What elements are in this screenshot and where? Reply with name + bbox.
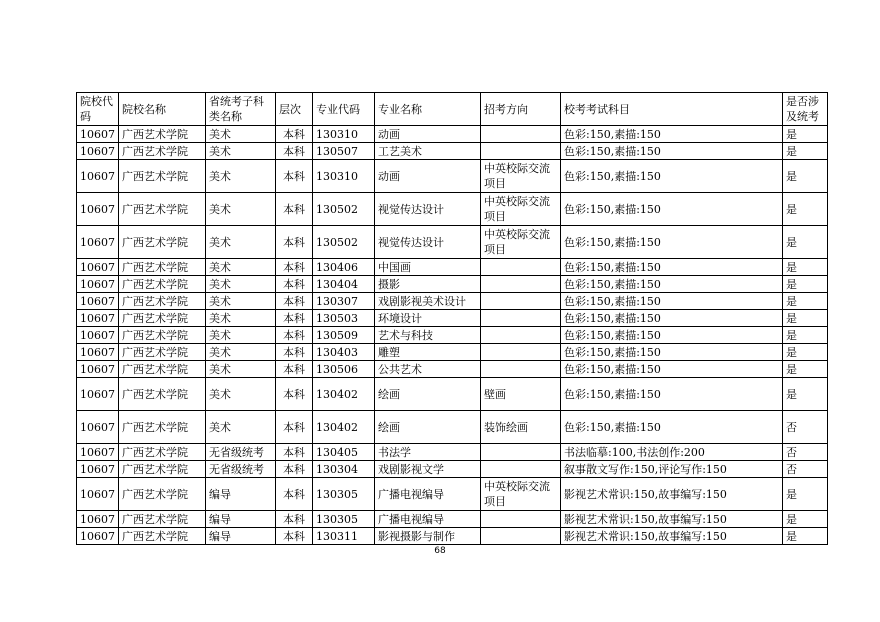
cell-major-code: 130310 [313, 126, 375, 143]
cell-major-name: 视觉传达设计 [375, 226, 481, 259]
cell-level: 本科 [276, 126, 313, 143]
table-row [77, 259, 828, 276]
cell-subject-category: 美术 [206, 226, 276, 259]
cell-major-code: 130305 [313, 511, 375, 528]
cell-level: 本科 [276, 511, 313, 528]
cell-major-name: 摄影 [375, 276, 481, 293]
cell-school-name: 广西艺术学院 [119, 361, 206, 378]
table-row [77, 310, 828, 327]
table-row [77, 528, 828, 545]
cell-level: 本科 [276, 361, 313, 378]
table-header-row [77, 93, 828, 126]
cell-major-code: 130311 [313, 528, 375, 545]
cell-school-code: 10607 [77, 310, 119, 327]
header-level: 层次 [276, 93, 313, 126]
cell-major-name: 戏剧影视文学 [375, 461, 481, 478]
cell-exam-subjects: 书法临摹:100,书法创作:200 [561, 444, 783, 461]
cell-subject-category: 无省级统考 [206, 461, 276, 478]
cell-exam-subjects: 叙事散文写作:150,评论写作:150 [561, 461, 783, 478]
cell-major-code: 130509 [313, 327, 375, 344]
cell-subject-category: 美术 [206, 378, 276, 411]
cell-exam-subjects: 影视艺术常识:150,故事编写:150 [561, 511, 783, 528]
cell-subject-category: 美术 [206, 126, 276, 143]
cell-major-code: 130310 [313, 160, 375, 193]
cell-major-name: 书法学 [375, 444, 481, 461]
cell-direction [481, 461, 561, 478]
cell-direction: 中英校际交流项目 [481, 193, 561, 226]
cell-subject-category: 美术 [206, 361, 276, 378]
cell-exam-subjects: 色彩:150,素描:150 [561, 276, 783, 293]
cell-subject-category: 美术 [206, 259, 276, 276]
cell-subject-category: 美术 [206, 327, 276, 344]
cell-direction [481, 528, 561, 545]
header-major-code: 专业代码 [313, 93, 375, 126]
cell-unified-exam: 是 [783, 310, 828, 327]
cell-exam-subjects: 色彩:150,素描:150 [561, 327, 783, 344]
cell-major-name: 工艺美术 [375, 143, 481, 160]
cell-school-code: 10607 [77, 293, 119, 310]
cell-major-name: 雕塑 [375, 344, 481, 361]
cell-major-code: 130403 [313, 344, 375, 361]
cell-major-code: 130507 [313, 143, 375, 160]
table-row [77, 193, 828, 226]
cell-major-code: 130503 [313, 310, 375, 327]
cell-subject-category: 美术 [206, 310, 276, 327]
cell-level: 本科 [276, 293, 313, 310]
cell-school-code: 10607 [77, 226, 119, 259]
cell-level: 本科 [276, 461, 313, 478]
header-exam-subjects: 校考考试科目 [561, 93, 783, 126]
cell-direction [481, 126, 561, 143]
cell-exam-subjects: 色彩:150,素描:150 [561, 259, 783, 276]
cell-major-code: 130406 [313, 259, 375, 276]
cell-subject-category: 编导 [206, 528, 276, 545]
cell-subject-category: 无省级统考 [206, 444, 276, 461]
cell-major-code: 130405 [313, 444, 375, 461]
cell-school-name: 广西艺术学院 [119, 293, 206, 310]
table-row [77, 511, 828, 528]
header-school-name: 院校名称 [119, 93, 206, 126]
cell-level: 本科 [276, 259, 313, 276]
cell-unified-exam: 是 [783, 478, 828, 511]
cell-exam-subjects: 影视艺术常识:150,故事编写:150 [561, 478, 783, 511]
cell-school-name: 广西艺术学院 [119, 444, 206, 461]
cell-unified-exam: 否 [783, 461, 828, 478]
cell-subject-category: 美术 [206, 143, 276, 160]
table-row [77, 293, 828, 310]
admissions-table [76, 92, 828, 545]
cell-direction [481, 361, 561, 378]
cell-unified-exam: 是 [783, 511, 828, 528]
table-body [77, 126, 828, 545]
cell-unified-exam: 否 [783, 444, 828, 461]
cell-major-code: 130506 [313, 361, 375, 378]
header-subject-category: 省统考子科类名称 [206, 93, 276, 126]
table-row [77, 327, 828, 344]
cell-level: 本科 [276, 444, 313, 461]
cell-direction [481, 444, 561, 461]
page-number: 68 [434, 546, 446, 556]
header-direction: 招考方向 [481, 93, 561, 126]
cell-unified-exam: 是 [783, 259, 828, 276]
cell-direction [481, 310, 561, 327]
cell-unified-exam: 是 [783, 276, 828, 293]
cell-school-name: 广西艺术学院 [119, 378, 206, 411]
cell-exam-subjects: 色彩:150,素描:150 [561, 344, 783, 361]
cell-level: 本科 [276, 478, 313, 511]
table-row [77, 411, 828, 444]
cell-school-code: 10607 [77, 511, 119, 528]
cell-level: 本科 [276, 226, 313, 259]
cell-major-name: 艺术与科技 [375, 327, 481, 344]
cell-unified-exam: 是 [783, 226, 828, 259]
cell-major-name: 公共艺术 [375, 361, 481, 378]
cell-level: 本科 [276, 378, 313, 411]
header-major-name: 专业名称 [375, 93, 481, 126]
cell-major-name: 影视摄影与制作 [375, 528, 481, 545]
cell-school-code: 10607 [77, 193, 119, 226]
table-row [77, 444, 828, 461]
cell-level: 本科 [276, 528, 313, 545]
cell-subject-category: 美术 [206, 193, 276, 226]
cell-subject-category: 编导 [206, 511, 276, 528]
table-row [77, 344, 828, 361]
cell-direction [481, 259, 561, 276]
cell-school-name: 广西艺术学院 [119, 461, 206, 478]
cell-school-code: 10607 [77, 327, 119, 344]
cell-major-name: 戏剧影视美术设计 [375, 293, 481, 310]
cell-unified-exam: 是 [783, 143, 828, 160]
cell-school-name: 广西艺术学院 [119, 327, 206, 344]
cell-exam-subjects: 色彩:150,素描:150 [561, 126, 783, 143]
cell-school-code: 10607 [77, 461, 119, 478]
table-row [77, 126, 828, 143]
cell-level: 本科 [276, 143, 313, 160]
cell-school-code: 10607 [77, 143, 119, 160]
cell-school-name: 广西艺术学院 [119, 310, 206, 327]
cell-level: 本科 [276, 327, 313, 344]
cell-exam-subjects: 色彩:150,素描:150 [561, 378, 783, 411]
cell-exam-subjects: 色彩:150,素描:150 [561, 293, 783, 310]
cell-school-name: 广西艺术学院 [119, 160, 206, 193]
cell-school-name: 广西艺术学院 [119, 528, 206, 545]
cell-unified-exam: 是 [783, 344, 828, 361]
cell-school-name: 广西艺术学院 [119, 478, 206, 511]
cell-major-code: 130404 [313, 276, 375, 293]
cell-level: 本科 [276, 276, 313, 293]
cell-major-code: 130304 [313, 461, 375, 478]
header-unified-exam: 是否涉及统考 [783, 93, 828, 126]
cell-school-code: 10607 [77, 160, 119, 193]
cell-major-name: 绘画 [375, 411, 481, 444]
cell-school-name: 广西艺术学院 [119, 344, 206, 361]
cell-subject-category: 编导 [206, 478, 276, 511]
cell-unified-exam: 是 [783, 193, 828, 226]
cell-school-code: 10607 [77, 361, 119, 378]
cell-direction: 中英校际交流项目 [481, 478, 561, 511]
cell-unified-exam: 否 [783, 411, 828, 444]
cell-unified-exam: 是 [783, 293, 828, 310]
cell-unified-exam: 是 [783, 528, 828, 545]
cell-major-name: 广播电视编导 [375, 478, 481, 511]
cell-unified-exam: 是 [783, 160, 828, 193]
cell-school-code: 10607 [77, 259, 119, 276]
cell-exam-subjects: 色彩:150,素描:150 [561, 226, 783, 259]
cell-subject-category: 美术 [206, 344, 276, 361]
cell-level: 本科 [276, 160, 313, 193]
cell-direction [481, 293, 561, 310]
cell-school-code: 10607 [77, 411, 119, 444]
cell-major-code: 130502 [313, 193, 375, 226]
cell-direction: 中英校际交流项目 [481, 226, 561, 259]
cell-major-name: 绘画 [375, 378, 481, 411]
table-row [77, 378, 828, 411]
cell-exam-subjects: 色彩:150,素描:150 [561, 310, 783, 327]
cell-direction [481, 276, 561, 293]
cell-school-code: 10607 [77, 276, 119, 293]
cell-subject-category: 美术 [206, 160, 276, 193]
cell-school-name: 广西艺术学院 [119, 276, 206, 293]
cell-school-code: 10607 [77, 528, 119, 545]
cell-major-code: 130502 [313, 226, 375, 259]
cell-major-name: 动画 [375, 160, 481, 193]
cell-direction: 壁画 [481, 378, 561, 411]
table-row [77, 461, 828, 478]
cell-school-code: 10607 [77, 478, 119, 511]
cell-school-name: 广西艺术学院 [119, 143, 206, 160]
cell-exam-subjects: 影视艺术常识:150,故事编写:150 [561, 528, 783, 545]
cell-major-name: 环境设计 [375, 310, 481, 327]
cell-major-code: 130402 [313, 411, 375, 444]
cell-level: 本科 [276, 193, 313, 226]
cell-school-code: 10607 [77, 378, 119, 411]
cell-major-name: 动画 [375, 126, 481, 143]
cell-school-name: 广西艺术学院 [119, 193, 206, 226]
cell-major-name: 广播电视编导 [375, 511, 481, 528]
cell-direction [481, 344, 561, 361]
cell-level: 本科 [276, 310, 313, 327]
table-row [77, 143, 828, 160]
cell-school-code: 10607 [77, 126, 119, 143]
cell-unified-exam: 是 [783, 327, 828, 344]
cell-subject-category: 美术 [206, 276, 276, 293]
cell-major-code: 130307 [313, 293, 375, 310]
cell-direction: 中英校际交流项目 [481, 160, 561, 193]
cell-direction [481, 327, 561, 344]
cell-level: 本科 [276, 344, 313, 361]
cell-school-name: 广西艺术学院 [119, 226, 206, 259]
table-row [77, 361, 828, 378]
cell-unified-exam: 是 [783, 378, 828, 411]
cell-major-name: 视觉传达设计 [375, 193, 481, 226]
header-school-code: 院校代码 [77, 93, 119, 126]
cell-unified-exam: 是 [783, 126, 828, 143]
cell-school-name: 广西艺术学院 [119, 259, 206, 276]
cell-major-name: 中国画 [375, 259, 481, 276]
cell-direction [481, 511, 561, 528]
cell-school-name: 广西艺术学院 [119, 126, 206, 143]
table-row [77, 160, 828, 193]
cell-unified-exam: 是 [783, 361, 828, 378]
cell-direction [481, 143, 561, 160]
table-row [77, 478, 828, 511]
cell-school-name: 广西艺术学院 [119, 511, 206, 528]
cell-subject-category: 美术 [206, 411, 276, 444]
cell-school-name: 广西艺术学院 [119, 411, 206, 444]
table-row [77, 276, 828, 293]
cell-exam-subjects: 色彩:150,素描:150 [561, 193, 783, 226]
cell-school-code: 10607 [77, 444, 119, 461]
cell-level: 本科 [276, 411, 313, 444]
cell-major-code: 130305 [313, 478, 375, 511]
cell-direction: 装饰绘画 [481, 411, 561, 444]
cell-subject-category: 美术 [206, 293, 276, 310]
cell-exam-subjects: 色彩:150,素描:150 [561, 143, 783, 160]
table-row [77, 226, 828, 259]
cell-exam-subjects: 色彩:150,素描:150 [561, 411, 783, 444]
cell-major-code: 130402 [313, 378, 375, 411]
cell-exam-subjects: 色彩:150,素描:150 [561, 160, 783, 193]
cell-exam-subjects: 色彩:150,素描:150 [561, 361, 783, 378]
cell-school-code: 10607 [77, 344, 119, 361]
